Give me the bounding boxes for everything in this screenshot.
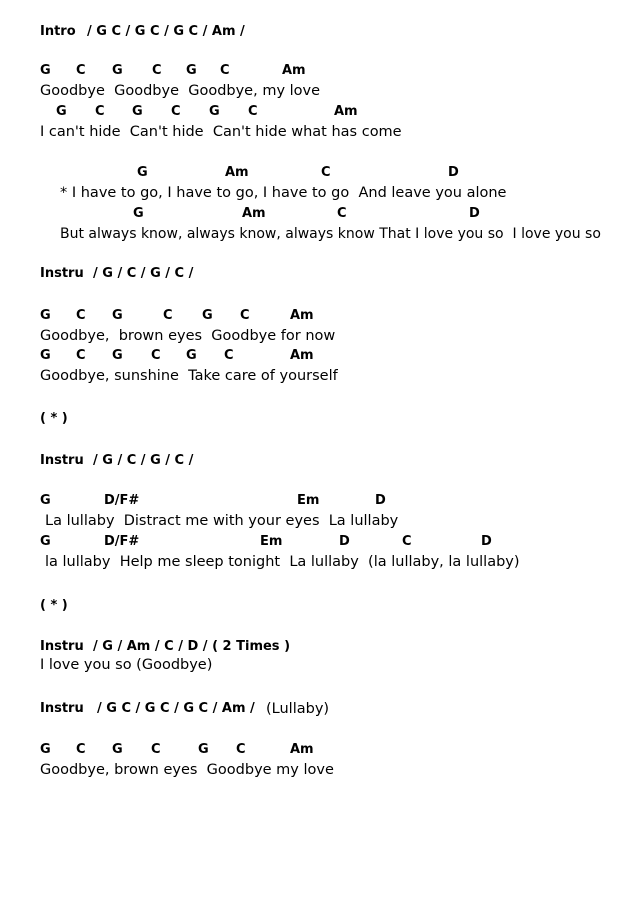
- chord: G: [40, 348, 51, 363]
- intro-chords: / G C / G C / G C / Am /: [87, 24, 245, 39]
- chord: G: [202, 308, 213, 323]
- bridge-chord-line-2: [0, 532, 620, 552]
- chorus-chord-line-1: [0, 163, 620, 183]
- chord: Em: [297, 493, 320, 508]
- chord: G: [112, 348, 123, 363]
- verse2-lyric-line-2: [0, 366, 620, 386]
- instru-note: (Lullaby): [266, 701, 330, 717]
- chord: G: [112, 63, 123, 78]
- chord: C: [76, 308, 86, 323]
- chorus-lyric-line-2: [0, 224, 620, 244]
- chorus-lyric-line-1: [0, 183, 620, 203]
- chorus-repeat-2: [0, 596, 620, 616]
- lyric-text: I love you so (Goodbye): [40, 657, 213, 673]
- chord: C: [76, 742, 86, 757]
- chord: G: [40, 63, 51, 78]
- verse1-lyric-line-1: [0, 81, 620, 101]
- chord: G: [40, 742, 51, 757]
- chord: Em: [260, 534, 283, 549]
- chord: D: [469, 206, 480, 221]
- instru-chords: / G / C / G / C /: [93, 453, 194, 468]
- chord: C: [240, 308, 250, 323]
- instru-line-1: [0, 264, 620, 284]
- chord: D: [448, 165, 459, 180]
- lyric-text: la lullaby Help me sleep tonight La lullaby (la lullaby, la lullaby): [45, 554, 520, 570]
- instru-chords: / G / C / G / C /: [93, 266, 194, 281]
- chord: Am: [334, 104, 358, 119]
- intro-label: Intro: [40, 24, 76, 39]
- chord: Am: [225, 165, 249, 180]
- instru-label: Instru: [40, 266, 84, 281]
- chord: G: [132, 104, 143, 119]
- chord: C: [76, 63, 86, 78]
- chord: Am: [242, 206, 266, 221]
- chord: Am: [290, 348, 314, 363]
- repeat-marker: ( * ): [40, 598, 68, 613]
- lyric-text: But always know, always know, always know That I love you so I love you so: [60, 226, 601, 242]
- chord: G: [56, 104, 67, 119]
- chord: C: [224, 348, 234, 363]
- instru-label: Instru: [40, 701, 84, 716]
- instru-line-2: [0, 451, 620, 471]
- verse2-chord-line-1: [0, 306, 620, 326]
- bridge-lyric-line-2: [0, 552, 620, 572]
- chord: G: [40, 534, 51, 549]
- chord: G: [137, 165, 148, 180]
- instru3-lyric-line: [0, 655, 620, 675]
- chord: G: [198, 742, 209, 757]
- chord: C: [321, 165, 331, 180]
- chorus-chord-line-2: [0, 204, 620, 224]
- chord: C: [76, 348, 86, 363]
- chord: Am: [290, 308, 314, 323]
- chord: C: [95, 104, 105, 119]
- chord: D: [375, 493, 386, 508]
- instru-chords: / G / Am / C / D / ( 2 Times ): [93, 639, 291, 654]
- lyric-text: La lullaby Distract me with your eyes La lullaby: [45, 513, 399, 529]
- lyric-text: Goodbye, brown eyes Goodbye my love: [40, 762, 334, 778]
- chord: G: [186, 348, 197, 363]
- chord: Am: [290, 742, 314, 757]
- lyric-text: Goodbye Goodbye Goodbye, my love: [40, 83, 321, 99]
- chord: G: [133, 206, 144, 221]
- outro-lyric-line: [0, 760, 620, 780]
- chord: C: [151, 742, 161, 757]
- instru-label: Instru: [40, 453, 84, 468]
- chord: D/F#: [104, 534, 140, 549]
- chord: C: [236, 742, 246, 757]
- bridge-chord-line-1: [0, 491, 620, 511]
- chord: C: [151, 348, 161, 363]
- chord: D: [481, 534, 492, 549]
- chorus-repeat-1: [0, 409, 620, 429]
- verse2-lyric-line-1: [0, 326, 620, 346]
- intro-line: [0, 22, 620, 42]
- chord: Am: [282, 63, 306, 78]
- chord: D/F#: [104, 493, 140, 508]
- lyric-text: Goodbye, sunshine Take care of yourself: [40, 368, 338, 384]
- chord: C: [402, 534, 412, 549]
- lyric-text: I can't hide Can't hide Can't hide what has come: [40, 124, 402, 140]
- chord: C: [220, 63, 230, 78]
- instru-line-4: [0, 699, 620, 719]
- chord: C: [171, 104, 181, 119]
- chord: C: [163, 308, 173, 323]
- verse1-lyric-line-2: [0, 122, 620, 142]
- chord: G: [40, 493, 51, 508]
- instru-line-3: [0, 637, 620, 657]
- instru-chords: / G C / G C / G C / Am /: [97, 701, 255, 716]
- verse1-chord-line-2: [0, 102, 620, 122]
- chord: C: [152, 63, 162, 78]
- chord: G: [186, 63, 197, 78]
- chord: G: [112, 308, 123, 323]
- chord: G: [112, 742, 123, 757]
- chord: C: [248, 104, 258, 119]
- bridge-lyric-line-1: [0, 511, 620, 531]
- chord: C: [337, 206, 347, 221]
- chord: G: [40, 308, 51, 323]
- chord: D: [339, 534, 350, 549]
- verse2-chord-line-2: [0, 346, 620, 366]
- chord: G: [209, 104, 220, 119]
- verse1-chord-line-1: [0, 61, 620, 81]
- outro-chord-line: [0, 740, 620, 760]
- lyric-text: Goodbye, brown eyes Goodbye for now: [40, 328, 336, 344]
- lyric-text: * I have to go, I have to go, I have to go And leave you alone: [60, 185, 507, 201]
- repeat-marker: ( * ): [40, 411, 68, 426]
- instru-label: Instru: [40, 639, 84, 654]
